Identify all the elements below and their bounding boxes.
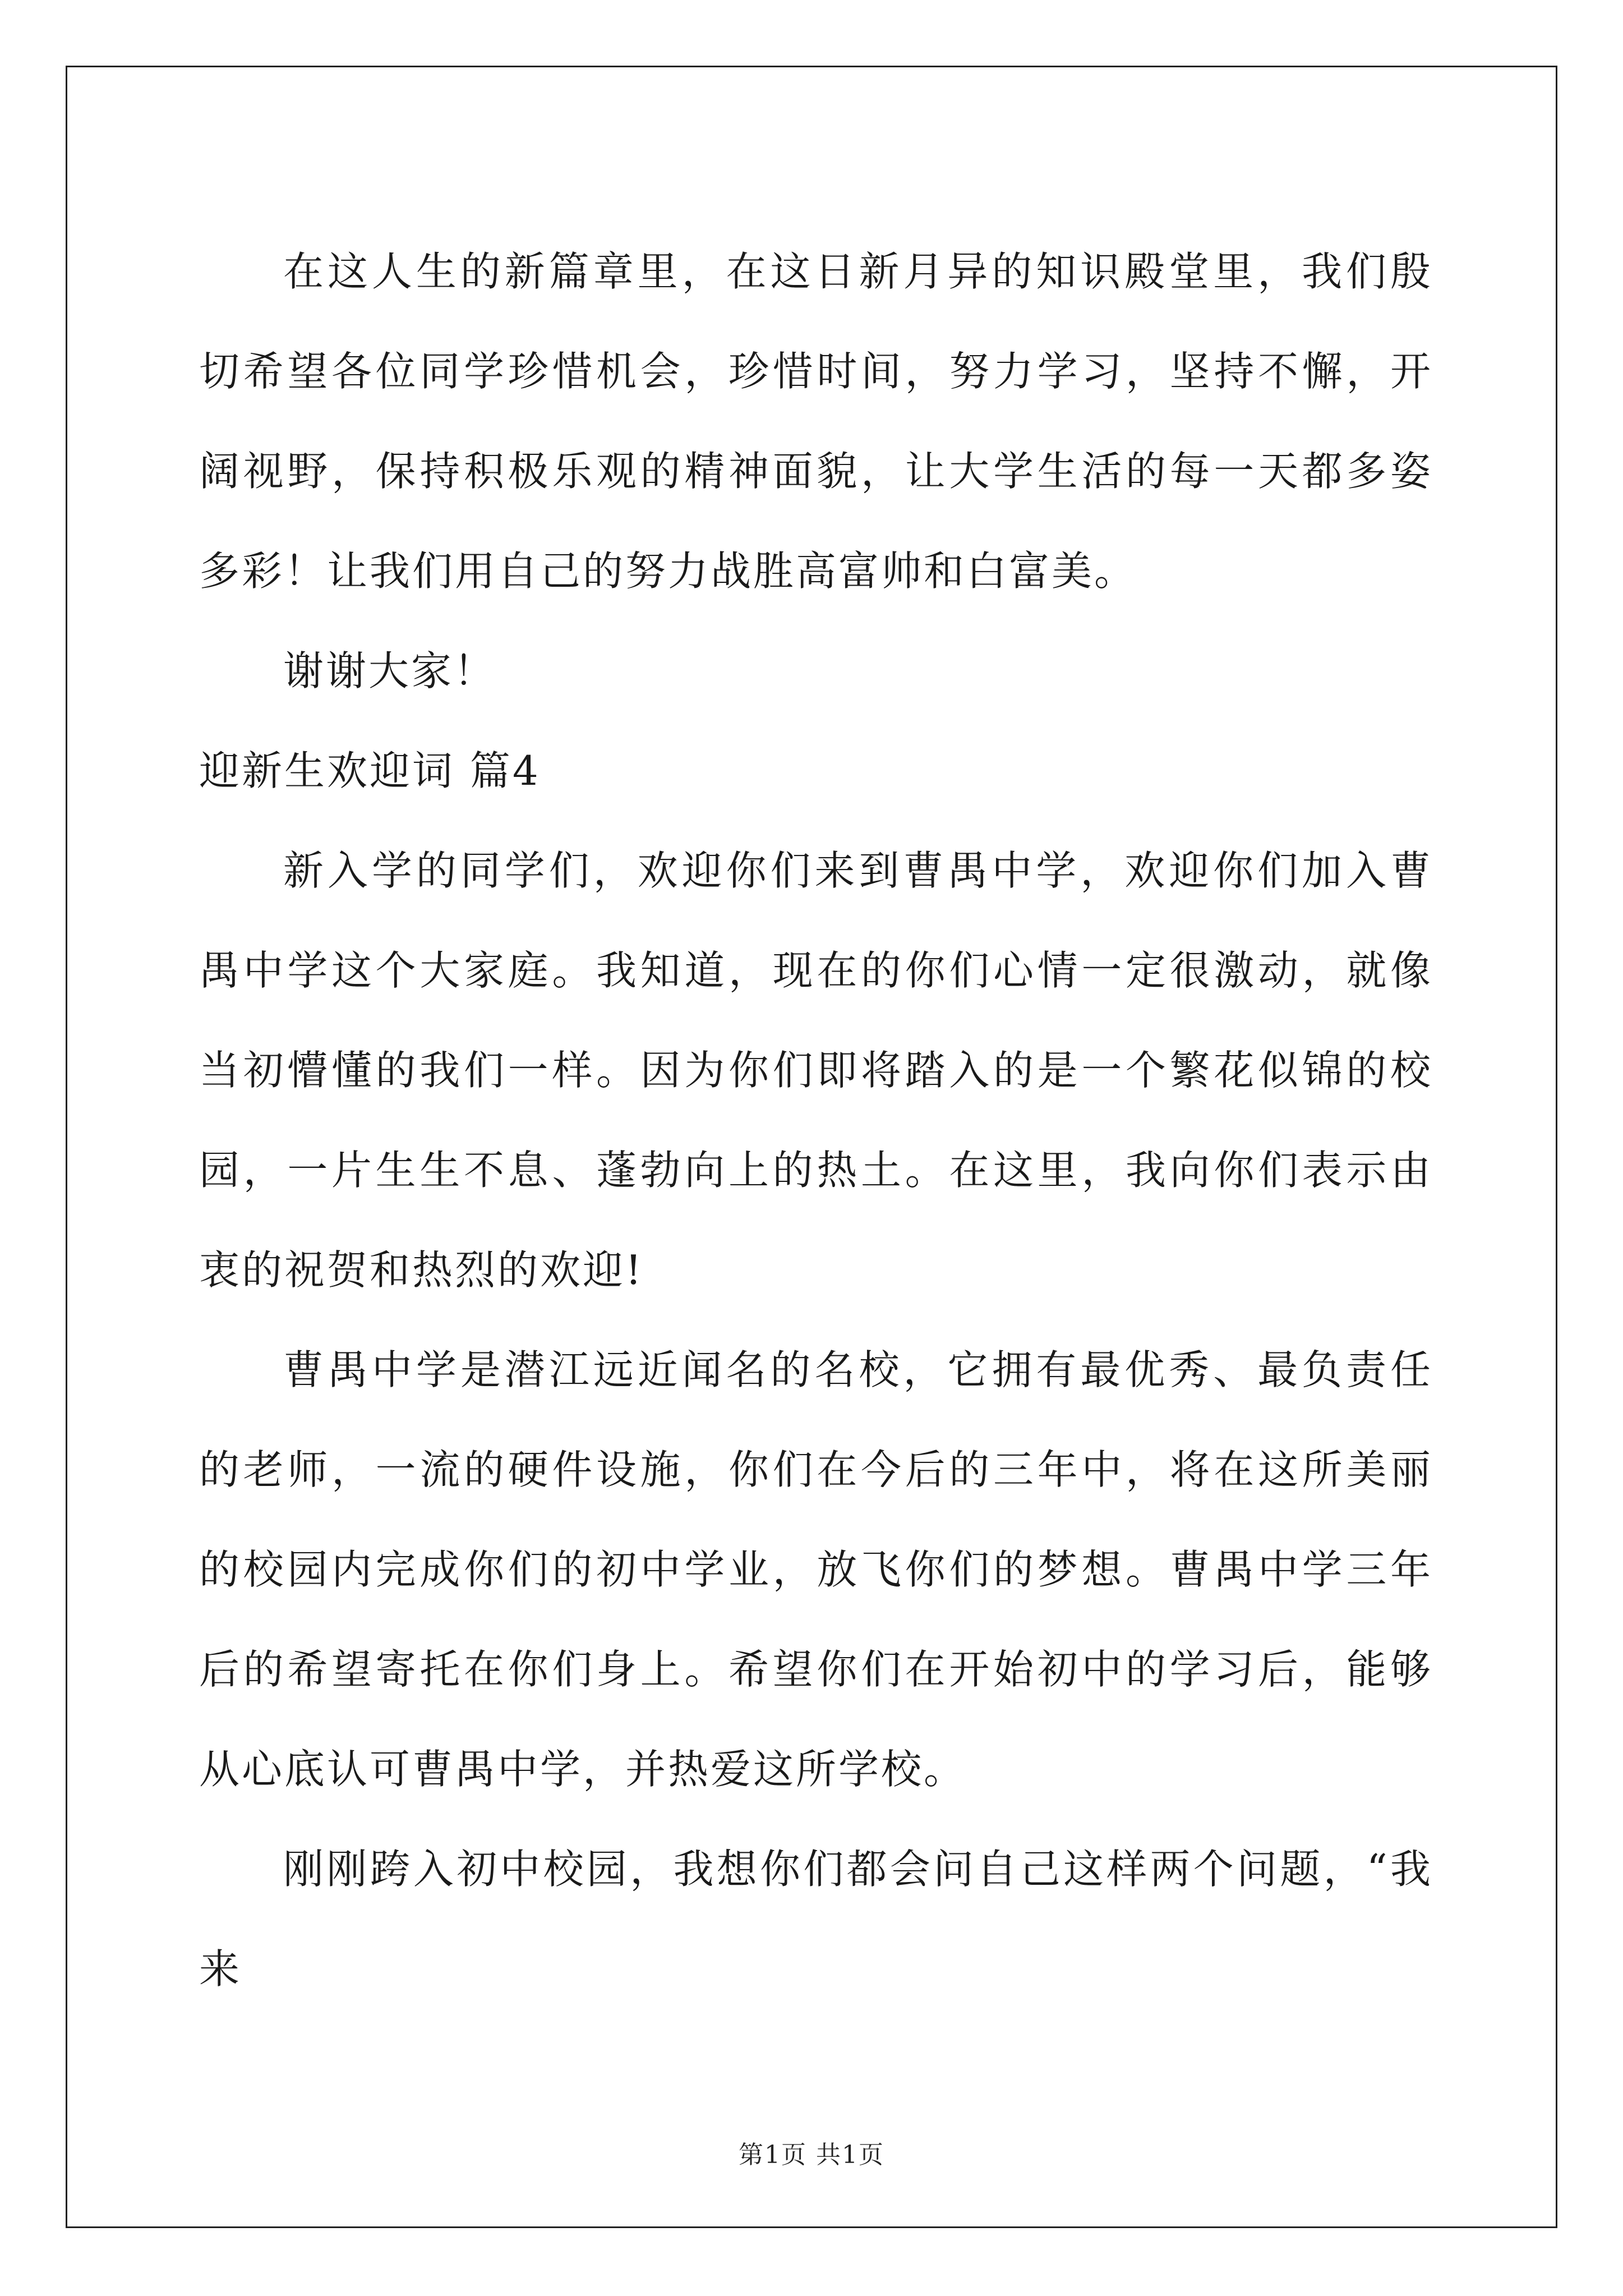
document-body bbox=[199, 222, 1433, 2019]
paragraph-closing-hope: 在这人生的新篇章里，在这日新月异的知识殿堂里，我们殷切希望各位同学珍惜机会，珍惜时间，努力学习，坚持不懈，开阔视野，保持积极乐观的精神面貌，让大学生活的每一天都多姿多彩！让我们用自己的努力战胜高富帅和白富美。 bbox=[199, 248, 1433, 595]
paragraph-school-intro: 曹禺中学是潜江远近闻名的名校，它拥有最优秀、最负责任的老师，一流的硬件设施，你们在今后的三年中，将在这所美丽的校园内完成你们的初中学业，放飞你们的梦想。曹禺中学三年后的希望寄托在你们身上。希望你们在开始初中的学习后，能够从心底认可曹禺中学，并热爱这所学校。 bbox=[199, 1346, 1433, 1793]
paragraph-welcome: 新入学的同学们，欢迎你们来到曹禺中学，欢迎你们加入曹禺中学这个大家庭。我知道，现在的你们心情一定很激动，就像当初懵懂的我们一样。因为你们即将踏入的是一个繁花似锦的校园，一片生生不息、蓬勃向上的热土。在这里，我向你们表示由衷的祝贺和热烈的欢迎! bbox=[199, 847, 1433, 1294]
page-number-footer: 第1页 共1页 bbox=[739, 2141, 884, 2169]
paragraph-questions: 刚刚跨入初中校园，我想你们都会问自己这样两个问题，“我来 bbox=[199, 1846, 1433, 1993]
section-heading: 迎新生欢迎词 篇4 bbox=[199, 747, 541, 794]
paragraph-thanks: 谢谢大家！ bbox=[283, 647, 497, 694]
